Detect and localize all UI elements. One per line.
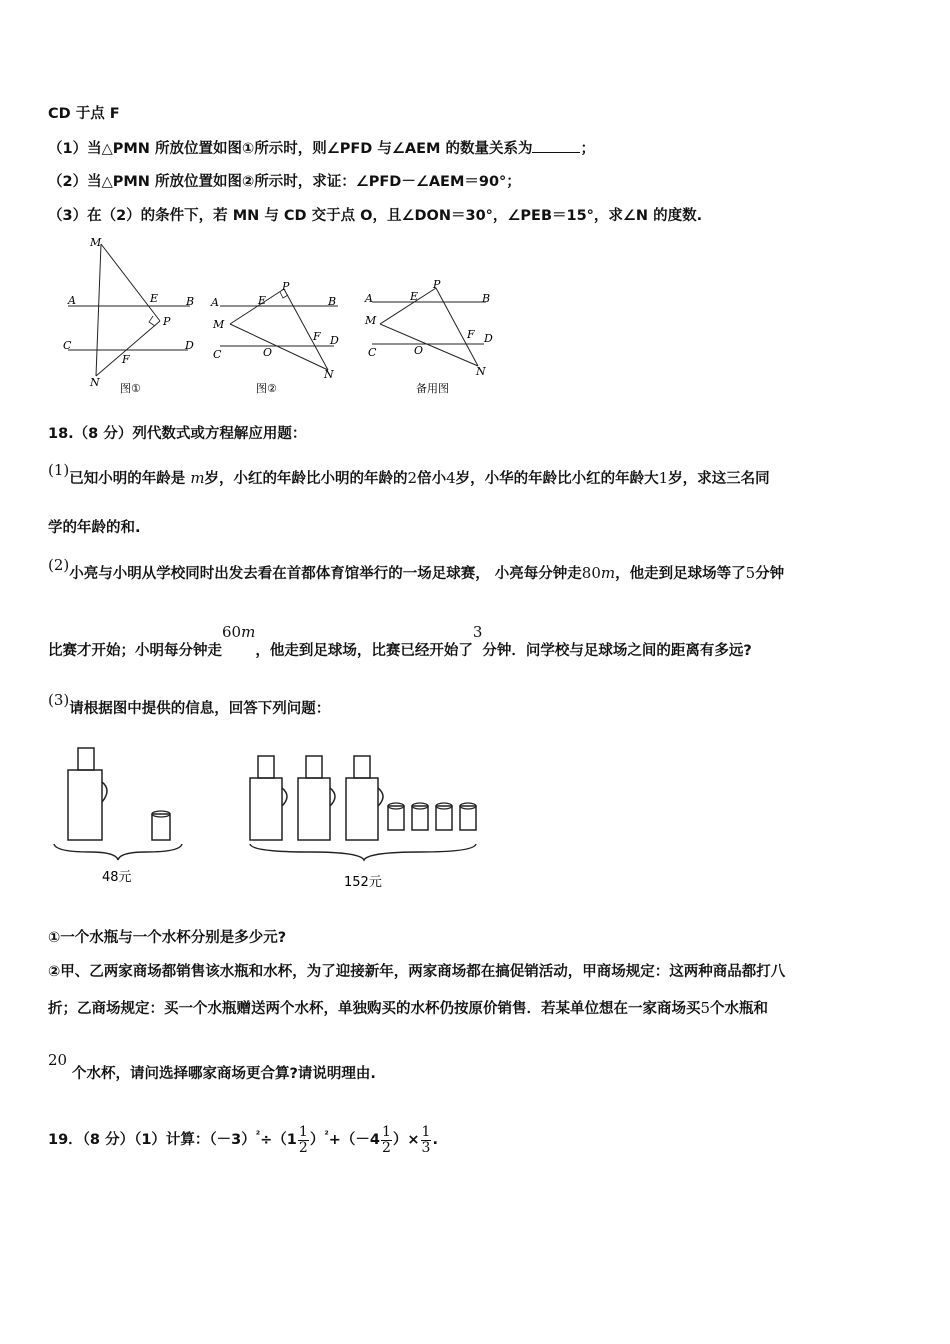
q19-text: ）×	[392, 1132, 420, 1148]
label-B: B	[186, 295, 195, 308]
label-D: D	[185, 339, 194, 352]
price-label-1: 48元	[102, 870, 132, 885]
q19-text: ÷（1	[260, 1132, 297, 1148]
label-D: D	[330, 334, 339, 347]
q18-part1-line2: 学的年龄的和.	[48, 520, 141, 536]
cup-icon	[436, 803, 452, 830]
figure-1-caption: 图①	[120, 382, 141, 395]
q18-part1-number: (1)	[48, 461, 70, 479]
label-A: A	[211, 296, 219, 309]
bottle-icon	[68, 748, 107, 840]
q18-part1-text: 岁，小红的年龄比小明的年龄的	[204, 471, 408, 487]
num-2: 2	[407, 469, 418, 487]
q18-question-b-line1: ②甲、乙两家商场都销售该水瓶和水杯，为了迎接新年，两家商场都在搞促销活动，甲商场规定：这两种商品都打八	[48, 964, 786, 980]
q17-part3: （3）在（2）的条件下，若 MN 与 CD 交于点 O，且∠DON＝30°，∠PEB＝15°，求∠N 的度数.	[48, 208, 703, 224]
num-5: 5	[745, 564, 756, 582]
bottle-cup-illustration	[50, 740, 490, 892]
exponent: ²	[255, 1130, 261, 1141]
num-80: 80	[581, 564, 601, 582]
label-A: A	[68, 294, 76, 307]
q18-question-b-text: 折；乙商场规定：买一个水瓶赠送两个水杯，单独购买的水杯仍按原价销售．若某单位想在一家商场买	[48, 1001, 701, 1017]
fraction-one-half: $\frac{1}{2}$	[381, 1123, 391, 1156]
q18-part2-text: ，他走到足球场，比赛已经开始了	[255, 643, 473, 659]
num-1: 1	[658, 469, 669, 487]
bottle-icon	[250, 756, 287, 840]
num-20: 20	[48, 1051, 68, 1069]
q19-expression	[48, 1124, 438, 1158]
num-5: 5	[700, 999, 711, 1017]
label-O: O	[414, 344, 424, 357]
geometry-figure-1	[58, 232, 208, 400]
label-P: P	[282, 280, 290, 293]
figure-backup-caption: 备用图	[416, 382, 449, 395]
label-F: F	[467, 328, 475, 341]
q18-part2-number: (2)	[48, 556, 70, 574]
answer-blank	[532, 138, 580, 153]
q18-part3-text: 请根据图中提供的信息，回答下列问题：	[69, 701, 331, 717]
q19-text: +（－4	[328, 1132, 380, 1148]
label-C: C	[213, 348, 222, 361]
label-M: M	[365, 314, 377, 327]
q19-text: 19．（8 分）（1）计算：（－3）	[48, 1132, 256, 1148]
exponent: ²	[324, 1130, 329, 1141]
label-O: O	[263, 346, 273, 359]
q18-part1-text: 岁，小华的年龄比小红的年龄大	[455, 471, 659, 487]
label-C: C	[63, 339, 72, 352]
price-label-2: 152元	[344, 875, 382, 890]
fraction-one-half: $\frac{1}{2}$	[298, 1123, 308, 1156]
q17-part1-text: （1）当△PMN 所放位置如图①所示时，则∠PFD 与∠AEM 的数量关系为	[48, 141, 533, 157]
geometry-figure-backup	[360, 278, 510, 400]
fraction-one-third: $\frac{1}{3}$	[421, 1123, 431, 1156]
unit-m: m	[600, 564, 616, 582]
q18-part2-text: 分钟．问学校与足球场之间的距离有多远?	[482, 643, 752, 659]
q17-part1	[48, 138, 595, 159]
num-3: 3	[472, 623, 483, 641]
q18-part3-line	[48, 691, 331, 719]
label-E: E	[150, 292, 159, 305]
label-N: N	[476, 365, 486, 378]
brace-1	[54, 844, 182, 860]
q18-part2-line1	[48, 556, 785, 584]
q18-part2-text: 比赛才开始；小明每分钟走	[48, 643, 222, 659]
label-P: P	[433, 278, 441, 291]
var-m: m	[190, 469, 205, 487]
label-M: M	[90, 236, 102, 249]
label-M: M	[213, 318, 225, 331]
q17-part2: （2）当△PMN 所放位置如图②所示时，求证：∠PFD－∠AEM＝90°；	[48, 174, 521, 190]
q18-part1-text: 岁，求这三名同	[668, 471, 770, 487]
q17-part1-end: ；	[580, 141, 595, 157]
label-P: P	[163, 315, 171, 328]
q18-title: 18.（8 分）列代数式或方程解应用题：	[48, 426, 307, 442]
num-60: 60	[222, 623, 242, 641]
geometry-figure-2	[208, 278, 358, 400]
label-B: B	[482, 292, 491, 305]
q18-question-b-text: 个水瓶和	[710, 1001, 769, 1017]
cup-icon	[388, 803, 404, 830]
label-B: B	[328, 295, 337, 308]
label-E: E	[410, 290, 419, 303]
q18-part2-text: ，他走到足球场等了	[615, 566, 746, 582]
bottle-icon	[298, 756, 335, 840]
q19-text: ）	[309, 1132, 325, 1148]
cup-icon	[460, 803, 476, 830]
label-A: A	[365, 292, 373, 305]
unit-m: m	[241, 623, 256, 641]
q18-question-a: ①一个水瓶与一个水杯分别是多少元?	[48, 930, 287, 946]
label-F: F	[122, 353, 130, 366]
q18-part1-text: 倍小	[417, 471, 447, 487]
figure-2-caption: 图②	[256, 382, 277, 395]
q18-part2-text: 分钟	[755, 566, 785, 582]
label-F: F	[313, 330, 321, 343]
q17-continuation: CD 于点 F	[48, 106, 120, 122]
q18-part1-line1	[48, 461, 770, 489]
label-N: N	[324, 368, 334, 381]
q18-question-b-20	[48, 1050, 67, 1071]
cup-icon	[412, 803, 428, 830]
q18-part2-line2	[48, 623, 752, 661]
q18-part3-number: (3)	[48, 691, 70, 709]
q18-part2-text: 小亮与小明从学校同时出发去看在首都体育馆举行的一场足球赛， 小亮每分钟走	[69, 566, 582, 582]
label-N: N	[90, 376, 100, 389]
label-E: E	[258, 294, 267, 307]
q18-part1-text: 已知小明的年龄是	[69, 471, 186, 487]
cup-icon	[152, 811, 170, 840]
brace-2	[250, 844, 476, 860]
q19-text: .	[432, 1132, 438, 1148]
num-4: 4	[446, 469, 456, 487]
bottle-icon	[346, 756, 383, 840]
label-D: D	[484, 332, 493, 345]
q18-question-b-line3: 个水杯，请问选择哪家商场更合算?请说明理由.	[72, 1066, 376, 1082]
q18-question-b-line2	[48, 998, 768, 1019]
label-C: C	[368, 346, 377, 359]
